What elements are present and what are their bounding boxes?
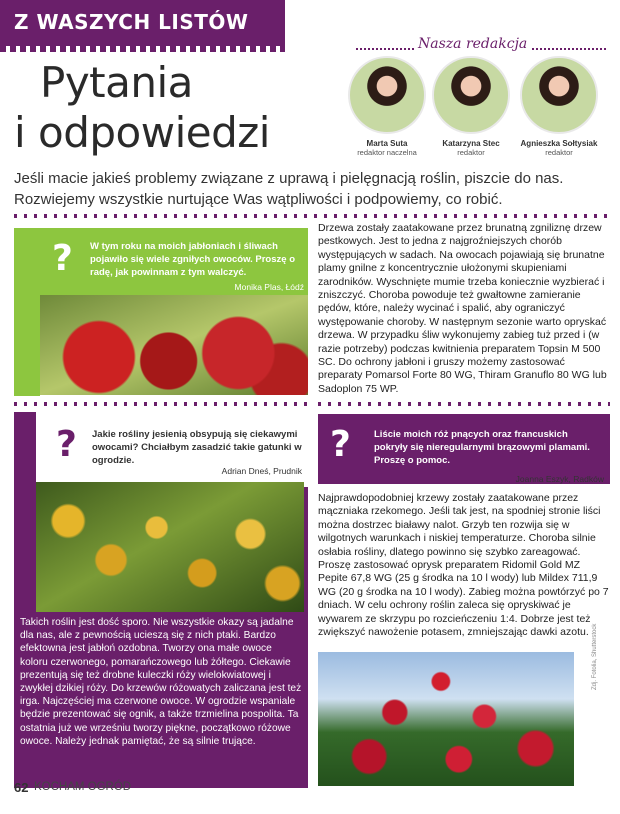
question-mark-icon: ?: [330, 424, 351, 465]
editor-photo: [348, 56, 426, 134]
dotted-divider: [14, 214, 610, 218]
dotted-divider: [14, 402, 308, 406]
question-signature: Adrian Dneś, Prudnik: [221, 466, 302, 476]
question-mark-icon: ?: [56, 424, 77, 465]
editor-role: redaktor: [545, 148, 573, 157]
page-title-line2: i odpowiedzi: [14, 108, 270, 157]
question-mark-icon: ?: [52, 238, 73, 279]
section-banner: [0, 0, 285, 46]
editor-name: Marta Suta: [366, 139, 408, 148]
photo-credit: Zdj. Fotolia, Shutterstock: [592, 623, 598, 690]
question-signature: Monika Plas, Łódź: [234, 282, 304, 292]
editor-card: [426, 56, 516, 157]
question-text: Jakie rośliny jesienią obsypują się ciekawymi owocami? Chciałbym zasadzić takie gatunki w ogrodzie.: [92, 429, 302, 466]
yellow-berries-photo: [36, 482, 304, 612]
editor-card: [508, 56, 610, 157]
answer-text: Takich roślin jest dość sporo. Nie wszystkie okazy są jadalne dla nas, ale z pewnością ucieszą się z nich ptaki. Bardzo efektowna jest jabłoń ozdobna. Tworzy ona małe owoce koloru czerwonego, pomarańczowego lub żółtego. Ciekawie prezentują się też drobne kuleczki róży wielokwiatowej i zwykłej dzikiej róży. Do krzewów różowatych zaliczana jest też irga. Najczęściej ma czerwone owoce. W ogrodzie wspaniale będzie prezentować się ognik, a także trzmielina pospolita. Ta ostatnia już we wrześniu tworzy piękne, początkowo różowe owoce. Należy jednak pamiętać, że są silnie trujące.: [20, 617, 302, 747]
banner-fringe: [0, 46, 285, 52]
page-number: 62: [14, 780, 29, 795]
question-text: W tym roku na moich jabłoniach i śliwach pojawiło się wiele zgniłych owoców. Proszę o radę, jak powinnam z tym walczyć.: [90, 241, 295, 278]
editor-photo: [520, 56, 598, 134]
page-title-line1: Pytania: [40, 58, 193, 107]
intro-text: Jeśli macie jakieś problemy związane z uprawą i pielęgnacją roślin, piszcie do nas. Rozwiejemy wszystkie nurtujące Was wątpliwości i podpowiemy, co robić.: [14, 170, 564, 208]
dotted-divider: [318, 402, 610, 406]
apple-tree-photo: [40, 295, 308, 395]
question-text: Liście moich róż pnących oraz francuskich pokryły się nieregularnymi brązowymi plamami. Proszę o pomoc.: [374, 429, 590, 466]
answer-text: Drzewa zostały zaatakowane przez brunatną zgniliznę drzew pestkowych. Jest to jedna z najgroźniejszych chorób występujących w sadach. Na owocach pojawiają się brunatne plamy gnilne z koncentrycznie ułożonymi skupieniami zarodników. Wyschnięte mumie trzeba koniecznie wyzbierać i zniszczyć. Choroba powoduje też gwałtowne zamieranie pędów, które, należy wycinać i spalić, aby ograniczyć występowanie choroby. W następnym sezonie warto opryskać drzewa. W przypadku śliw wykonujemy zabieg tuż przed i (w razie potrzeby) podczas kwitnienia preparatem Topsin M 500 SC. Do ochrony jabłoni i gruszy możemy zastosować preparaty Pomarsol Forte 80 WG, Thiram Granuflo 80 WG lub Sadoplon 75 WP.: [318, 222, 607, 395]
editor-name: Katarzyna Stec: [442, 139, 500, 148]
magazine-name: KOCHAM OGRÓD: [34, 781, 132, 793]
editor-role: redaktor naczelna: [357, 148, 417, 157]
editor-card: [344, 56, 430, 157]
editor-role: redaktor: [457, 148, 485, 157]
editorial-label: Nasza redakcja: [414, 36, 531, 52]
editor-photo: [432, 56, 510, 134]
question-signature: Joanna Eszyk, Radków: [515, 474, 604, 484]
editor-name: Agnieszka Sołtysiak: [520, 139, 598, 148]
red-roses-photo: [318, 652, 574, 786]
section-label: Z WASZYCH LISTÓW: [14, 10, 249, 34]
question-box-green-left: [14, 228, 40, 396]
answer-text: Najprawdopodobniej krzewy zostały zaatakowane przez mączniaka rzekomego. Jeśli tak jest, na spodniej stronie liści można dostrzec białawy nalot. Grzyb ten rozwija się w wilgotnych warunkach i niskiej temperaturze. Choroba silnie osłabia rośliny, dlatego powinno się szybko zareagować. Proszę zastosować oprysk preparatem Ridomil Gold MZ Pepite 67,8 WG (25 g środka na 10 l wody) lub Mildex 711,9 WG (20 g środka na 10 l wody). Zabieg można powtórzyć po 7 dniach. W celu ochrony roślin zaleca się opryskiwać je wywarem ze skrzypu po rozcieńczeniu 1:4. Dobrze jest też zwiększyć nawożenie potasem, zmniejszając dawki azotu.: [318, 492, 609, 639]
